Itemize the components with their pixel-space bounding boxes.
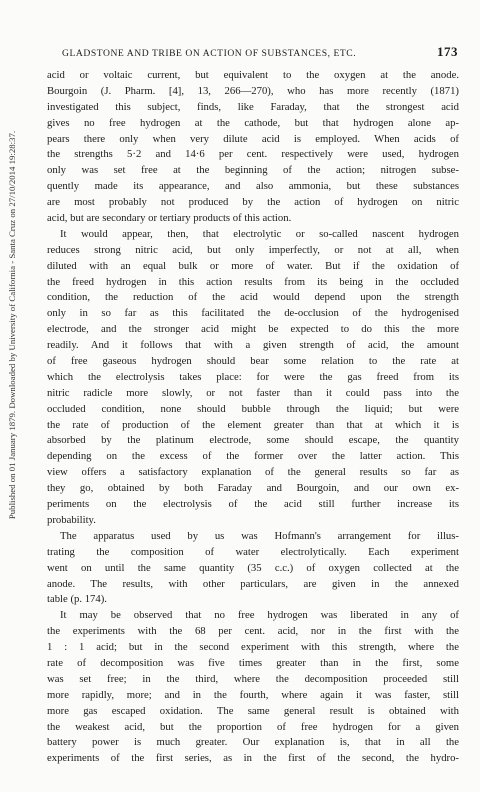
text-line: acid or voltaic current, but equivalent to the oxygen at the anode. <box>47 69 459 81</box>
text-line: the rate of production of the element greater than that at which it is <box>47 418 459 431</box>
text-line: 1 : 1 acid; but in the second experiment with this strength, where the <box>47 641 459 654</box>
text-line: depending on the excess of the former over the latter action. This <box>47 450 459 463</box>
text-line: experiments of the first series, as in the first of the second, the hydro- <box>47 752 459 765</box>
text-line: more rapidly, more; and in the fourth, where again it was faster, still <box>47 688 459 701</box>
text-line: went on until the same quantity (35 c.c.) of oxygen collected at the <box>47 561 459 574</box>
text-line: of free gaseous hydrogen should bear some relation to the rate at <box>47 355 459 368</box>
text-line: anode. The results, with other particulars, are given in the annexed <box>47 577 459 590</box>
page-header <box>62 44 458 60</box>
text-line: readily. And it follows that with a given strength of acid, the amount <box>47 339 459 352</box>
text-line: electrode, and the stronger acid might be expected to do this the more <box>47 323 459 336</box>
text-line: the weakest acid, but the proportion of free hydrogen for a given <box>47 720 459 733</box>
running-head: GLADSTONE AND TRIBE ON ACTION OF SUBSTANCES, ETC. <box>62 48 357 59</box>
download-watermark <box>2 20 22 630</box>
text-line: they go, obtained by both Faraday and Bourgoin, and our own ex- <box>47 482 459 495</box>
text-line: only was set free at the beginning of the action; nitrogen subse- <box>47 164 459 177</box>
text-line: reduces strong nitric acid, but only imperfectly, or not at all, when <box>47 243 459 256</box>
text-line: which the electrolysis takes place: for were the gas freed from its <box>47 370 459 383</box>
text-line: view offers a satisfactory explanation of the general results so far as <box>47 466 459 479</box>
download-watermark-text: Published on 01 January 1879. Downloaded by University of California - Santa Cruz on 27/10/2014 19:28:37. <box>7 130 17 520</box>
text-line: trating the composition of water electrolytically. Each experiment <box>47 545 459 558</box>
text-line: was set free; in the third, where the decomposition proceeded still <box>47 672 459 685</box>
text-line: diluted with an equal bulk or more of water. But if the oxidation of <box>47 259 459 272</box>
text-line: periments on the electrolysis of the acid still further increase its <box>47 498 459 511</box>
text-line: pears there only when very dilute acid is employed. When acids of <box>47 132 459 145</box>
text-line: only in so far as this facilitated the de-occlusion of the hydrogenised <box>47 307 459 320</box>
text-line: the freed hydrogen in this action results from its being in the occluded <box>47 275 459 288</box>
text-line: probability. <box>47 513 96 526</box>
text-line: occluded condition, none should bubble through the liquid; but were <box>47 402 459 415</box>
text-line: more gas escaped oxidation. The same general result is obtained with <box>47 704 459 717</box>
text-line: The apparatus used by us was Hofmann's arrangement for illus- <box>60 529 459 542</box>
text-line: nitric radicle more slowly, or not faster than it could pass into the <box>47 386 459 399</box>
text-line: Bourgoin (J. Pharm. [4], 13, 266—270), who has more recently (1871) <box>47 84 459 97</box>
text-line: are most probably not produced by the action of hydrogen on nitric <box>47 196 459 209</box>
text-line: It may be observed that no free hydrogen was liberated in any of <box>60 609 459 622</box>
text-line: condition, the reduction of the acid would depend upon the strength <box>47 291 459 304</box>
text-line: battery power is much greater. Our explanation is, that in all the <box>47 736 459 749</box>
text-line: absorbed by the platinum electrode, some should escape, the quantity <box>47 434 459 447</box>
text-line: the strengths 5·2 and 14·6 per cent. respectively were used, hydrogen <box>47 148 459 161</box>
text-line: investigated this subject, finds, like Faraday, that the strongest acid <box>47 100 459 113</box>
text-line: rate of decomposition was five times greater than in the first, some <box>47 656 459 669</box>
text-line: table (p. 174). <box>47 593 107 606</box>
text-line: It would appear, then, that electrolytic or so-called nascent hydrogen <box>60 227 459 240</box>
text-line: quently made its appearance, and also ammonia, but these substances <box>47 180 459 193</box>
body-text <box>47 68 459 767</box>
page-number: 173 <box>437 44 458 59</box>
text-line: the experiments with the 68 per cent. acid, nor in the first with the <box>47 625 459 638</box>
text-line: acid, but are secondary or tertiary products of this action. <box>47 212 292 225</box>
text-line: gives no free hydrogen at the cathode, but that hydrogen alone ap- <box>47 116 459 129</box>
